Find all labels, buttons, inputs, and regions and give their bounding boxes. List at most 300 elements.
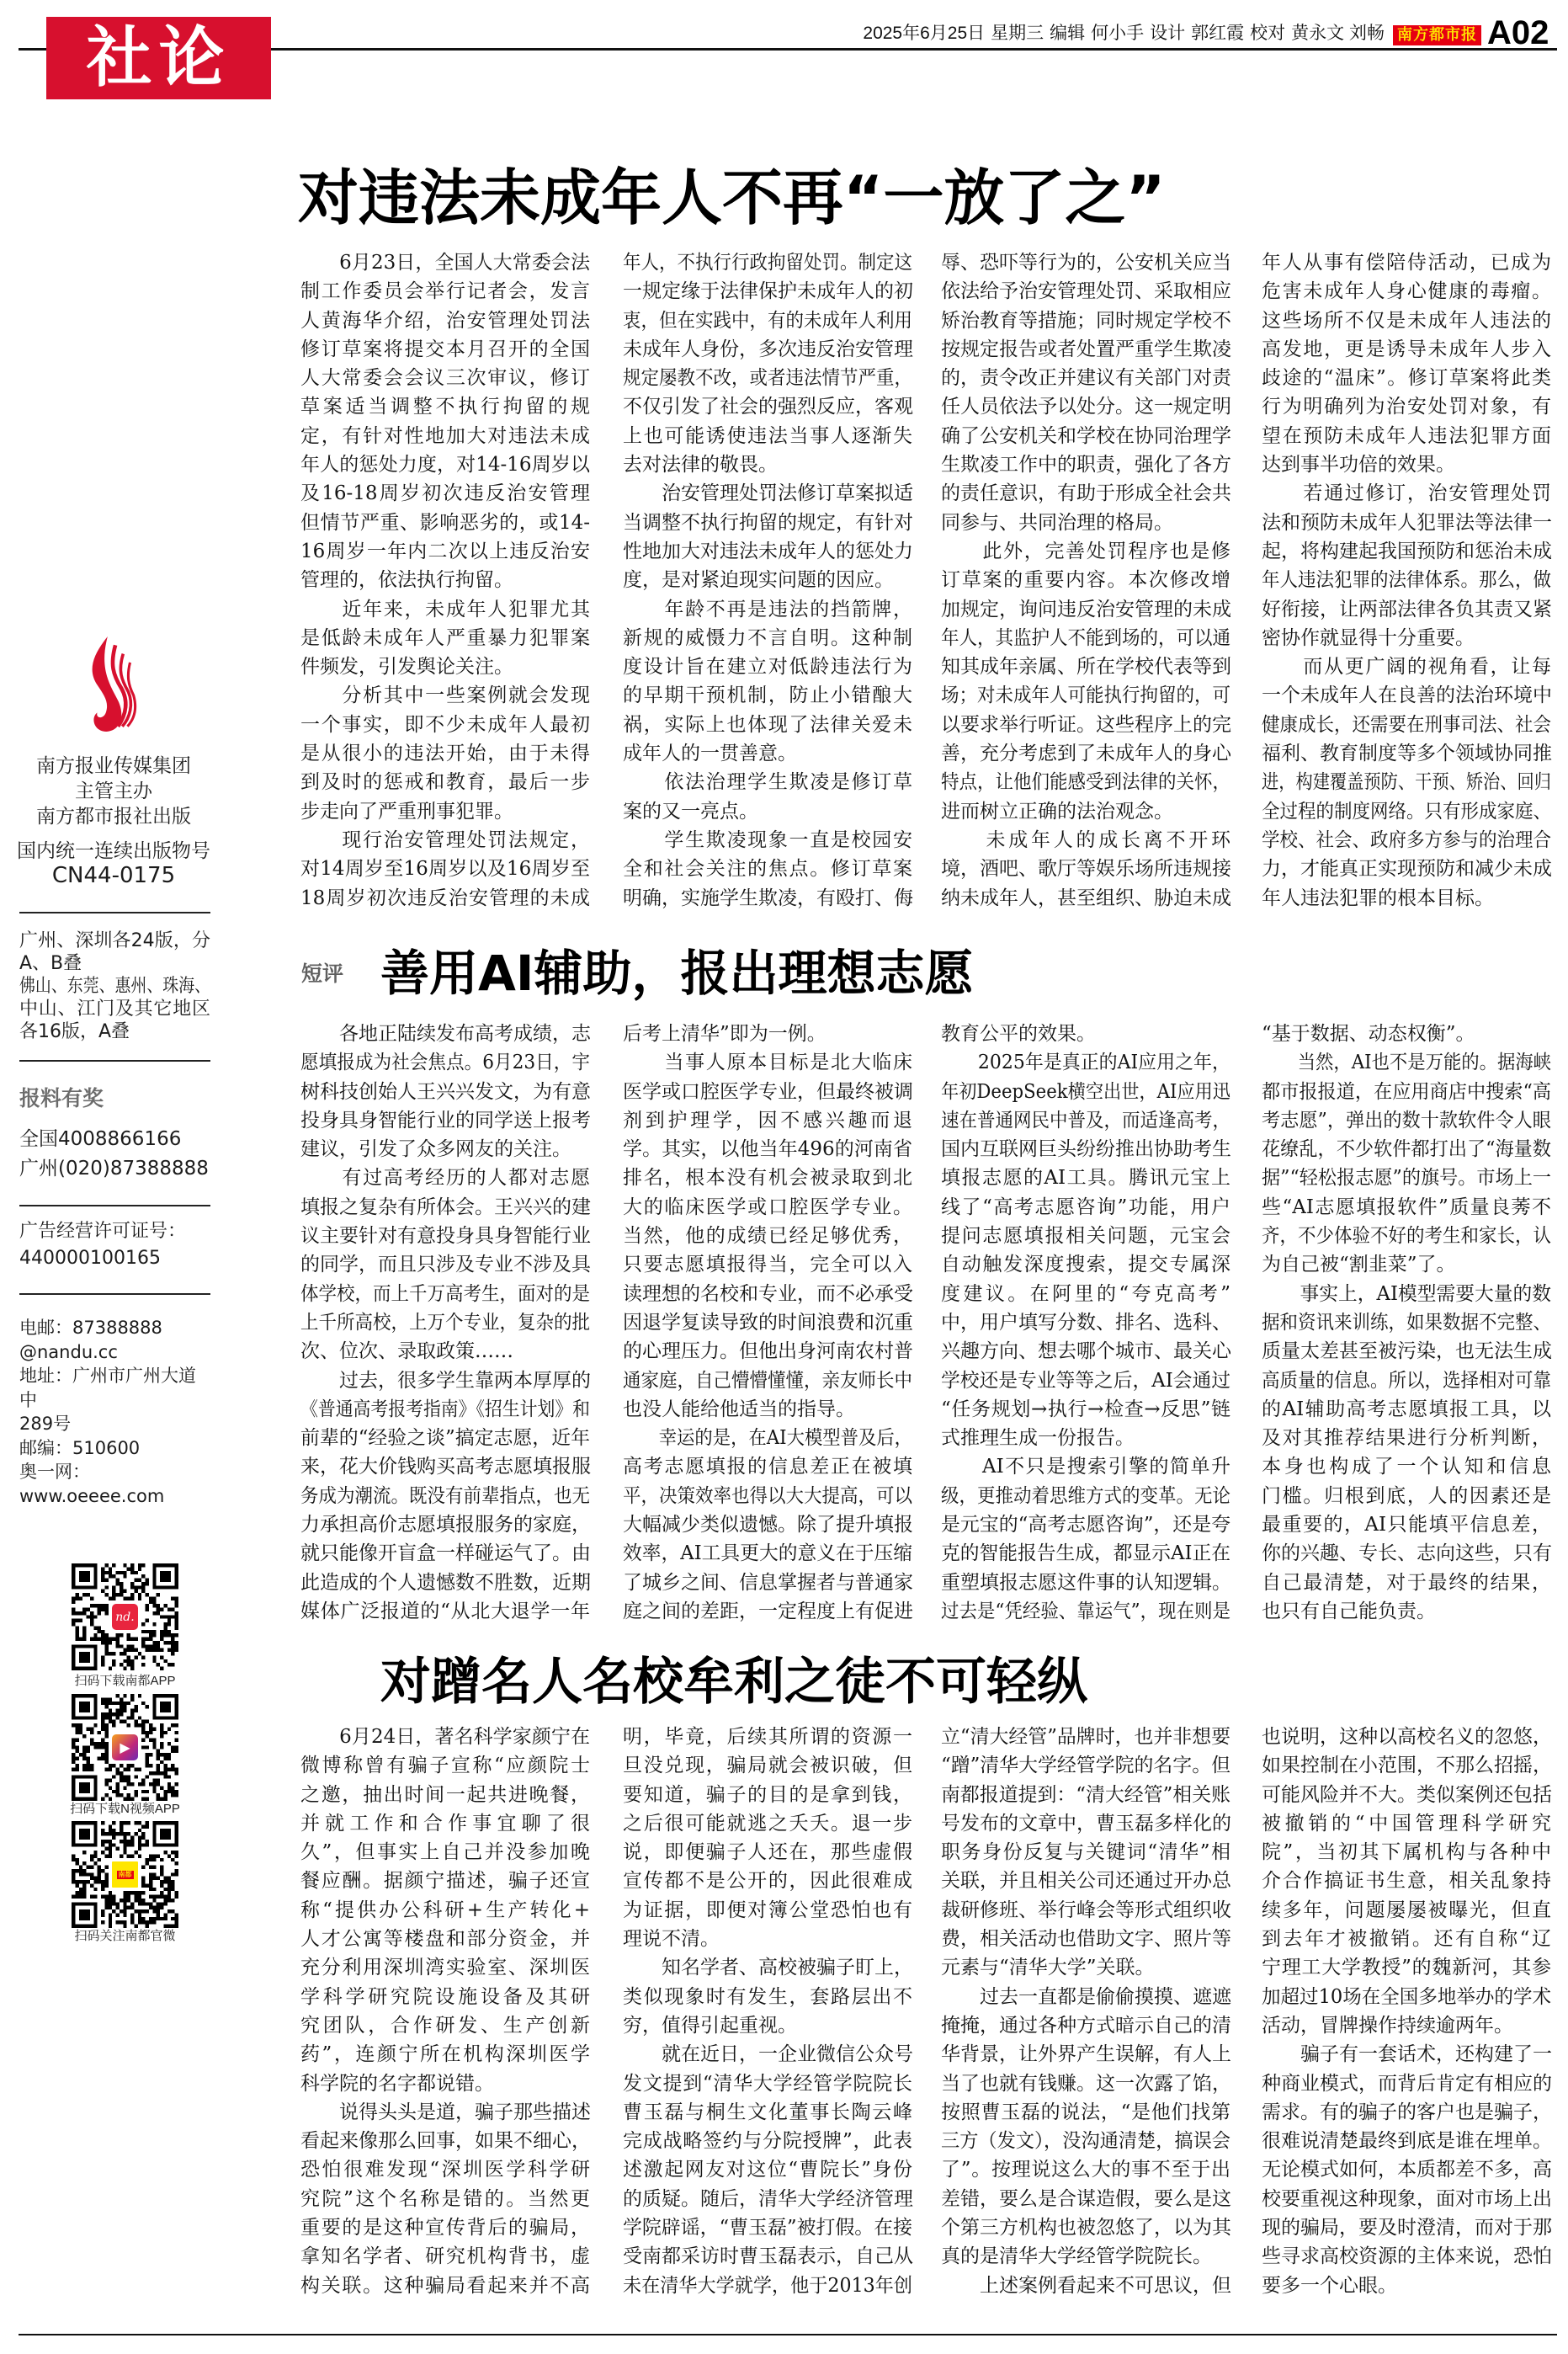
text-line: 按照曹玉磊的说法，“是他们找第 (941, 2101, 1230, 2123)
text-line: 学校、社会、政府多方参与的治理合 (1262, 828, 1552, 851)
text-line: 境，酒吧、歌厅等娱乐场所违规接 (941, 858, 1231, 881)
text-line: 职务身份反复与关键词“清华”相 (941, 1841, 1230, 1864)
nandu-official-account-icon: 南都 (110, 1860, 140, 1889)
text-line: 是从很小的违法开始，由于未得 (300, 743, 590, 765)
text-line: 是低龄未成年人严重暴力犯罪案 (300, 626, 590, 649)
qr-code-nandu-official (72, 1821, 178, 1928)
text-line: 6月24日，著名科学家颜宁在 (300, 1726, 590, 1748)
text-line: 进而树立正确的法治观念。 (941, 800, 1173, 823)
text-line: 南都报道提到：“清大经管”相关账 (941, 1783, 1231, 1806)
edition-line: 中山、江门及其它地区 (19, 999, 210, 1020)
qr-caption: 扫码下载N视频APP (70, 1802, 180, 1816)
text-line: 福利、教育制度等多个领域协同推 (1262, 743, 1552, 765)
text-line: 受南都采访时曹玉磊表示，自己从 (623, 2245, 913, 2268)
text-line: 类似现象时有发生，套路层出不 (623, 1985, 912, 2008)
text-line: 年初DeepSeek横空出世，AI应用迅 (941, 1080, 1231, 1103)
text-line: 分析其中一些案例就会发现 (300, 684, 590, 707)
ad-license-block (19, 1218, 210, 1272)
text-line: 现的骗局，要及时澄清，而对于那 (1262, 2217, 1552, 2239)
text-line: 前辈的“经验之谈”搞定志愿，近年 (300, 1427, 591, 1450)
text-line: 发文提到“清华大学经管学院院长 (623, 2072, 912, 2095)
text-line: 上述案例看起来不可思议，但 (941, 2274, 1231, 2297)
text-line: 2025年是真正的AI应用之年， (941, 1052, 1230, 1074)
text-line: 完成战略签约与分院授牌”，此表 (623, 2130, 912, 2153)
text-line: 行为明确列为治安处罚对象，有 (1262, 396, 1551, 418)
text-line: 克的智能报告生成，都显示AI正在 (941, 1542, 1230, 1565)
text-line: 当然，他的成绩已经足够优秀， (623, 1225, 912, 1248)
article-column (1262, 1723, 1551, 2300)
text-line: 树科技创始人王兴兴发文，为有意 (300, 1080, 591, 1103)
text-line: 来，花大价钱购买高考志愿填报服 (300, 1456, 591, 1478)
hotline-title: 报料有奖 (19, 1086, 104, 1110)
article-column (623, 1020, 912, 1626)
text-line: 曹玉磊与桐生文化董事长陶云峰 (623, 2101, 912, 2123)
text-line: 进，构建覆盖预防、干预、矫治、回归 (1262, 771, 1552, 794)
text-line: 都市报报道，在应用商店中搜索“高 (1262, 1080, 1551, 1103)
text-line: 年人的惩处力度，对14-16周岁以 (300, 454, 590, 477)
text-line: 生欺凌工作中的职责，强化了各方 (941, 454, 1231, 477)
text-line: 去对法律的敬畏。 (623, 454, 778, 477)
editions-block (19, 929, 210, 1043)
text-line: 特点，让他们能感受到法律的关怀， (941, 771, 1231, 794)
text-line: 务成为潮流。既没有前辈指点，也无 (300, 1484, 591, 1507)
text-line: 一个事实，即不少未成年人最初 (300, 713, 590, 736)
text-line: 三方（发文），没沟通清楚，搞误会 (941, 2130, 1230, 2153)
text-line: 建议，引发了众多网友的关注。 (300, 1138, 571, 1161)
text-line: 此造成的个人遗憾数不胜数，近期 (300, 1571, 591, 1594)
text-line: 种商业模式，而背后肯定有相应的 (1262, 2072, 1552, 2095)
text-line: 人黄海华介绍，治安管理处罚法 (300, 309, 590, 332)
serial-block (17, 839, 210, 888)
text-line: 为自己被“割韭菜”了。 (1262, 1254, 1456, 1276)
text-line: 上也可能诱使违法当事人逐渐失 (623, 424, 912, 447)
text-line: 不仅引发了社会的强烈反应，客观 (623, 396, 913, 418)
text-line: 级，更推动着思维方式的变革。无论 (941, 1484, 1231, 1507)
text-line: 治安管理处罚法修订草案拟适 (623, 482, 913, 505)
article-column (941, 248, 1230, 913)
n-video-app-icon: ▶ (110, 1733, 140, 1762)
text-line: 全过程的制度网络。只有形成家庭、 (1262, 800, 1552, 823)
text-line: 校要重视这种现象，面对市场上出 (1262, 2187, 1552, 2210)
qr-code-n-video-app (72, 1694, 178, 1801)
text-line: 的早期干预机制，防止小错酿大 (623, 684, 912, 707)
text-line: 也说明，这种以高校名义的忽悠， (1262, 1726, 1552, 1748)
text-line: 危害未成年人身心健康的毒瘤。 (1262, 280, 1551, 303)
publisher-line: 南方都市报社出版 (36, 806, 191, 828)
text-line: 裁研修班、举行峰会等形式组织收 (941, 1899, 1231, 1921)
text-line: 究团队，合作研发、生产创新 (300, 2014, 590, 2037)
edition-line: A、B叠 (19, 953, 82, 974)
article-column (300, 248, 590, 913)
text-line: 案的又一亮点。 (623, 800, 758, 823)
text-line: 考志愿”，弹出的数十款软件令人眼 (1262, 1109, 1551, 1132)
text-line: 加规定，询问违反治安管理的未成 (941, 598, 1231, 620)
text-line: 同参与、共同治理的格局。 (941, 511, 1173, 534)
text-line: 矫治教育等措施；同时规定学校不 (941, 309, 1231, 332)
text-line: 式推理生成一份报告。 (941, 1427, 1135, 1450)
masthead-logo: 南方都市报 (1393, 25, 1481, 45)
text-line: 药”，连颜宁所在机构深圳医学 (300, 2043, 590, 2066)
edition-line: 各16版，A叠 (19, 1021, 130, 1042)
text-line: 过去一直都是偷偷摸摸、遮遮 (941, 1985, 1231, 2008)
text-line: 年人违法犯罪的根本目标。 (1262, 887, 1494, 909)
text-line: 剂到护理学，因不感兴趣而退 (623, 1109, 912, 1132)
text-line: 性地加大对违法未成年人的惩处力 (623, 540, 913, 562)
text-line: 辱、恐吓等行为的，公安机关应当 (941, 252, 1231, 274)
text-line: 因退学复读导致的时间浪费和沉重 (623, 1311, 913, 1334)
text-line: 善，充分考虑到了未成年人的身心 (941, 743, 1231, 765)
text-line: 学院辟谣，“曹玉磊”被打假。在接 (623, 2217, 913, 2239)
text-line: 的同学，而且只涉及专业不涉及具 (300, 1254, 591, 1276)
sidebar-divider (19, 1293, 210, 1295)
contact-website: www.oeeee.com (19, 1485, 165, 1506)
text-line: 成年人的一贯善意。 (623, 743, 797, 765)
text-line: 兴趣方向、想去哪个城市、最关心 (941, 1340, 1231, 1363)
text-line: 到及时的惩戒和教育，最后一步 (300, 771, 590, 794)
ad-license-label: 广告经营许可证号： (19, 1221, 187, 1242)
sidebar-divider (19, 1205, 210, 1206)
text-line: 是元宝的“高考志愿咨询”，还是夸 (941, 1514, 1231, 1536)
text-line: AI不只是搜索引擎的简单升 (941, 1456, 1230, 1478)
text-line: 上千所高校，上万个专业，复杂的批 (300, 1311, 591, 1334)
text-line: 提问志愿填报相关问题，元宝会 (941, 1225, 1230, 1248)
text-line: 速在普通网民中普及，而适逢高考， (941, 1109, 1231, 1132)
sidebar-divider (19, 912, 210, 913)
text-line: “蹭”清华大学经管学院的名字。但 (941, 1755, 1231, 1777)
text-line: 餐应酬。据颜宁描述，骗子还宣 (300, 1870, 590, 1893)
contact-address: 地址：广州市广州大道中 (19, 1366, 196, 1410)
section-label-box (46, 17, 271, 99)
text-line: 次、位次、录取政策…… (300, 1340, 513, 1363)
text-line: 未成年人身份，多次违反治安管理 (623, 338, 913, 360)
text-line: 制工作委员会举行记者会，发言 (300, 280, 590, 303)
text-line: 明确，实施学生欺凌，有殴打、侮 (623, 887, 913, 909)
text-line: 如果控制在小范围，不那么招摇， (1262, 1755, 1552, 1777)
text-line: 高质量的信息。所以，选择相对可靠 (1262, 1369, 1552, 1392)
text-line: 填报之复杂有所体会。王兴兴的建 (300, 1196, 591, 1218)
serial-number: CN44-0175 (51, 863, 176, 888)
text-line: 当然，AI也不是万能的。据海峡 (1262, 1052, 1552, 1074)
text-line: 说，即便骗子人还在，那些虚假 (623, 1841, 912, 1864)
text-line: 定，有针对性地加大对违法未成 (300, 424, 590, 447)
text-line: 拿知名学者、研究机构背书，虚 (300, 2245, 590, 2268)
text-line: 大的临床医学或口腔医学专业。 (623, 1196, 912, 1218)
text-line: 据和资讯来训练，如果数据不完整、 (1262, 1311, 1552, 1334)
text-line: 宣传都不是公开的，因此很难成 (623, 1870, 912, 1893)
text-line: 好衔接，让两部法律各负其责又紧 (1262, 598, 1552, 620)
text-line: 华背景，让外界产生误解，有人上 (941, 2043, 1231, 2066)
text-line: 近年来，未成年人犯罪尤其 (300, 598, 590, 620)
article-1 (295, 164, 1557, 918)
text-line: 年人违法犯罪的法律体系。那么，做 (1262, 569, 1552, 592)
text-line: 大幅减少类似遗憾。除了提升填报 (623, 1514, 913, 1536)
text-line: 幸运的是，在AI大模型普及后， (623, 1427, 913, 1450)
text-line: 穷，值得引起重视。 (623, 2014, 797, 2037)
text-line: 理说不清。 (623, 1928, 720, 1951)
text-line: 18周岁初次违反治安管理的未成 (300, 887, 590, 909)
text-line: 你的兴趣、专长、志向这些，只有 (1262, 1542, 1552, 1565)
text-line: 就只能像开盲盒一样碰运气了。由 (300, 1542, 591, 1565)
contact-block (19, 1316, 210, 1508)
text-line: 差错，要么是合谋造假，要么是这 (941, 2187, 1231, 2210)
text-line: 新规的威慑力不言自明。这种制 (623, 626, 912, 649)
text-line: 介合作搞证书生意，相关乱象持 (1262, 1870, 1551, 1893)
text-line: 对14周岁至16周岁以及16周岁至 (300, 858, 590, 881)
text-line: 步走向了严重刑事犯罪。 (300, 800, 513, 823)
text-line: 过去是“凭经验、靠运气”，现在则是 (941, 1600, 1230, 1622)
article-column (1262, 248, 1551, 913)
text-line: 质量太差甚至被污染，也无法生成 (1262, 1340, 1552, 1363)
text-line: 平，决策效率也得以大大提高，可以 (623, 1484, 913, 1507)
text-line: 线了“高考志愿咨询”功能，用户 (941, 1196, 1230, 1218)
text-line: 之邀，抽出时间一起共进晚餐， (300, 1783, 590, 1806)
text-line: 并就工作和合作事宜聊了很 (300, 1812, 590, 1835)
proofreader-label: 校对 (1250, 24, 1286, 43)
text-line: 的，责令改正并建议有关部门对责 (941, 367, 1231, 390)
text-line: 度设计旨在建立对低龄违法行为 (623, 656, 912, 679)
page-number: A02 (1487, 14, 1549, 51)
text-line: 了”。按理说这么大的事不至于出 (941, 2159, 1230, 2181)
text-line: 以要求举行听证。这些程序上的完 (941, 713, 1231, 736)
text-line: 通家庭，自己懵懵懂懂，亲友师长中 (623, 1369, 913, 1392)
text-line: 科学院的名字都说错。 (300, 2072, 494, 2095)
qr-caption: 扫码关注南都官微 (74, 1929, 176, 1943)
text-line: 据”“轻松报志愿”的旗号。市场上一 (1262, 1167, 1551, 1190)
text-line: “基于数据、动态权衡”。 (1262, 1023, 1475, 1045)
text-line: 些“AI志愿填报软件”质量良莠不 (1262, 1196, 1551, 1218)
text-line: 起，将构建起我国预防和惩治未成 (1262, 540, 1552, 562)
article-title: 对蹭名人名校牟利之徒不可轻纵 (380, 1653, 1087, 1712)
text-line: 高考志愿填报的信息差正在被填 (623, 1456, 912, 1478)
dateline (857, 22, 1385, 45)
text-line: 依法治理学生欺凌是修订草 (623, 771, 912, 794)
text-line: 愿填报成为社会焦点。6月23日，宇 (300, 1052, 590, 1074)
text-line: 读理想的名校和专业，而不必承受 (623, 1282, 913, 1305)
text-line: 体学校，而上千万高考生，面对的是 (300, 1282, 591, 1305)
text-line: 中，用户填写分数、排名、选科、 (941, 1311, 1231, 1334)
serial-label: 国内统一连续出版物号 (17, 840, 210, 862)
edition-line: 广州、深圳各24版，分 (19, 930, 210, 951)
text-line: 场；对未成年人可能执行拘留的，可 (941, 684, 1231, 707)
text-line: 年人，其监护人不能到场的，可以通 (941, 626, 1231, 649)
text-line: 人大常委会会议三次审议，修订 (300, 367, 590, 390)
text-line: 的心理压力。但他出身河南农村普 (623, 1340, 913, 1363)
text-line: 只要志愿填报得当，完全可以入 (623, 1254, 912, 1276)
text-line: 元素与“清华大学”关联。 (941, 1957, 1155, 1979)
text-line: 祸，实际上也体现了法律关爱未 (623, 713, 912, 736)
text-line: 人才公寓等楼盘和部分资金，并 (300, 1928, 590, 1951)
text-line: 真的是清华大学经管学院院长。 (941, 2245, 1212, 2268)
text-line: 《普通高考报考指南》《招生计划》和 (300, 1398, 591, 1420)
text-line: 各地正陆续发布高考成绩，志 (300, 1023, 591, 1045)
article-column (941, 1723, 1230, 2300)
text-line: 而从更广阔的视角看，让每 (1262, 656, 1551, 679)
article-column (941, 1020, 1230, 1626)
ad-license-number: 440000100165 (19, 1248, 161, 1269)
text-line: 述激起网友对这位“曹院长”身份 (623, 2159, 912, 2181)
article-column (623, 248, 912, 913)
text-line: 当了也就有钱赚。这一次露了馅， (941, 2072, 1231, 2095)
text-line: 要多一个心眼。 (1262, 2274, 1397, 2297)
text-line: 过去，很多学生靠两本厚厚的 (300, 1369, 591, 1392)
text-line: 称“提供办公科研+生产转化+ (300, 1899, 590, 1921)
text-line: 的质疑。随后，清华大学经济管理 (623, 2187, 913, 2210)
text-line: 学。其实，以他当年496的河南省 (623, 1138, 912, 1161)
text-line: 说得头头是道，骗子那些描述 (300, 2101, 591, 2123)
text-line: 后考上清华”即为一例。 (623, 1023, 827, 1045)
text-line: 年人，不执行行政拘留处罚。制定这 (623, 252, 913, 274)
text-line: 医学或口腔医学专业，但最终被调 (623, 1080, 913, 1103)
text-line: 些寻求高校资源的主体来说，恐怕 (1262, 2245, 1552, 2268)
text-line: 一规定缘于法律保护未成年人的初 (623, 280, 913, 303)
text-line: 立“清大经管”品牌时，也并非想要 (941, 1726, 1231, 1748)
text-line: 要知道，骗子的目的是拿到钱， (623, 1783, 912, 1806)
article-kicker: 短评 (301, 961, 344, 986)
text-line: 全和社会关注的焦点。修订草案 (623, 858, 912, 881)
editor-name: 何小手 (1091, 24, 1145, 43)
text-line: 及对其推荐结果进行分析判断， (1262, 1427, 1551, 1450)
text-line: 管理的，依法执行拘留。 (300, 569, 513, 592)
text-line: 也没人能给他适当的指导。 (623, 1398, 855, 1420)
publisher-block (17, 754, 210, 829)
text-line: 密协作就显得十分重要。 (1262, 626, 1475, 649)
text-line: 费，相关活动也借助文字、照片等 (941, 1928, 1231, 1951)
text-line: 此外，完善处罚程序也是修 (941, 540, 1230, 562)
designer-name: 郭红霞 (1191, 24, 1245, 43)
article-column (300, 1020, 590, 1626)
text-line: 确了公安机关和学校在协同治理学 (941, 424, 1231, 447)
text-line: 若通过修订，治安管理处罚 (1262, 482, 1551, 505)
text-line: 按规定报告或者处置严重学生欺凌 (941, 338, 1231, 360)
text-line: 达到事半功倍的效果。 (1262, 454, 1455, 477)
text-line: 门槛。归根到底，人的因素还是 (1262, 1484, 1551, 1507)
text-line: 但情节严重、影响恶劣的，或14- (300, 511, 590, 534)
article-column (623, 1723, 912, 2300)
text-line: 加超过10场在全国多地举办的学术 (1262, 1985, 1552, 2008)
text-line: 明，毕竟，后续其所谓的资源一 (623, 1726, 912, 1748)
text-line: 衷，但在实践中，有的未成年人利用 (623, 309, 913, 332)
text-line: 微博称曾有骗子宣称“应颜院士 (300, 1755, 590, 1777)
text-line: 久”，但事实上自己并没参加晚 (300, 1841, 590, 1864)
article-2 (295, 935, 1557, 1621)
text-line: 力，才能真正实现预防和减少未成 (1262, 858, 1552, 881)
article-column (300, 1723, 590, 2300)
text-line: 续多年，问题屡屡被曝光，但直 (1262, 1899, 1551, 1921)
text-line: 知名学者、高校被骗子盯上， (623, 1957, 913, 1979)
text-line: 草案适当调整不执行拘留的规 (300, 396, 590, 418)
text-line: 法和预防未成年人犯罪法等法律一 (1262, 511, 1552, 534)
text-line: 到去年才被撤销。还有自称“辽 (1262, 1928, 1551, 1951)
issue-date: 2025年6月25日 (863, 24, 986, 43)
publisher-line: 主管主办 (75, 780, 152, 802)
text-line: 之后很可能就逃之夭夭。退一步 (623, 1812, 912, 1835)
text-line: 事实上，AI模型需要大量的数 (1262, 1282, 1551, 1305)
article-title: 对违法未成年人不再“一放了之” (298, 162, 1166, 233)
text-line: 自己最清楚，对于最终的结果， (1262, 1571, 1551, 1594)
text-line: 修订草案将提交本月召开的全国 (300, 338, 590, 360)
text-line: 力承担高价志愿填报服务的家庭， (300, 1514, 591, 1536)
text-line: 自动触发深度搜索，提交专属深 (941, 1254, 1230, 1276)
text-line: 最重要的，AI只能填平信息差， (1262, 1514, 1551, 1536)
text-line: 究院”这个名称是错的。当然更 (300, 2187, 590, 2210)
text-line: 度，是对紧迫现实问题的因应。 (623, 569, 894, 592)
text-line: 恐怕很难发现“深圳医学科学研 (300, 2159, 590, 2181)
hotline-guangzhou: 广州(020)87388888 (19, 1158, 209, 1180)
text-line: 一个未成年人在良善的法治环境中 (1262, 684, 1552, 707)
text-line: 及16-18周岁初次违反治安管理 (300, 482, 590, 505)
text-line: 效率，AI工具更大的意义在于压缩 (623, 1542, 912, 1565)
text-line: 花缭乱，不少软件都打出了“海量数 (1262, 1138, 1551, 1161)
text-line: 订草案的重要内容。本次修改增 (941, 569, 1230, 592)
text-line: 年人从事有偿陪侍活动，已成为 (1262, 252, 1551, 274)
text-line: 被撤销的“中国管理科学研究 (1262, 1812, 1551, 1835)
text-line: 宁理工大学教授”的魏新河，其参 (1262, 1957, 1551, 1979)
text-line: 齐，不少体验不好的考生和家长，认 (1262, 1225, 1552, 1248)
text-line: 有过高考经历的人都对志愿 (300, 1167, 590, 1190)
designer-label: 设计 (1150, 24, 1186, 43)
text-line: 填报志愿的AI工具。腾讯元宝上 (941, 1167, 1230, 1190)
text-line: 未在清华大学就学，他于2013年创 (623, 2274, 912, 2297)
section-label: 社论 (86, 20, 231, 96)
text-line: 16周岁一年内二次以上违反治安 (300, 540, 590, 562)
contact-address-number: 289号 (19, 1414, 72, 1434)
text-line: 国内互联网巨头纷纷推出协助考生 (941, 1138, 1231, 1161)
text-line: 无论模式如何，本质都差不多，高 (1262, 2159, 1552, 2181)
text-line: “任务规划→执行→检查→反思”链 (941, 1398, 1230, 1420)
text-line: 度建议。在阿里的“夸克高考” (941, 1282, 1230, 1305)
text-line: 的责任意识，有助于形成全社会共 (941, 482, 1231, 505)
text-line: 充分利用深圳湾实验室、深圳医 (300, 1957, 590, 1979)
text-line: 依法给予治安管理处罚、采取相应 (941, 280, 1231, 303)
text-line: 院”，当初其下属机构与各种中 (1262, 1841, 1551, 1864)
text-line: 掩掩，通过各种方式暗示自己的清 (941, 2014, 1231, 2037)
text-line: 排名，根本没有机会被录取到北 (623, 1167, 912, 1190)
text-line: 旦没兑现，骗局就会被识破，但 (623, 1755, 912, 1777)
southern-media-flame-logo-icon (87, 635, 139, 734)
text-line: 当事人原本目标是北大临床 (623, 1052, 912, 1074)
text-line: 议主要针对有意投身具身智能行业 (300, 1225, 591, 1248)
text-line: 本身也构成了一个认知和信息 (1262, 1456, 1551, 1478)
text-line: 可能风险并不大。类似案例还包括 (1262, 1783, 1552, 1806)
text-line: 就在近日，一企业微信公众号 (623, 2043, 913, 2066)
edition-line: 佛山、东莞、惠州、珠海、 (19, 976, 211, 997)
text-line: 的AI辅助高考志愿填报工具，以 (1262, 1398, 1551, 1420)
article-title: 善用AI辅助，报出理想志愿 (380, 945, 974, 1002)
text-line: 学校还是专业等等之后，AI会通过 (941, 1369, 1230, 1392)
text-line: 需求。有的骗子的客户也是骗子， (1262, 2101, 1552, 2123)
sidebar-divider (19, 1060, 210, 1062)
text-line: 这些场所不仅是未成年人违法的 (1262, 309, 1551, 332)
text-line: 媒体广泛报道的“从北大退学一年 (300, 1600, 590, 1622)
article-column (1262, 1020, 1551, 1626)
text-line: 很难说清楚最终到底是谁在埋单。 (1262, 2130, 1552, 2153)
text-line: 活动，冒牌操作持续逾两年。 (1262, 2014, 1513, 2037)
page-bottom-rule (19, 2334, 1557, 2335)
qr-caption: 扫码下载南都APP (74, 1674, 176, 1688)
text-line: 当调整不执行拘留的规定，有针对 (623, 511, 913, 534)
text-line: 骗子有一套话术，还构建了一 (1262, 2043, 1552, 2066)
editor-label: 编辑 (1050, 24, 1086, 43)
text-line: 纳未成年人，甚至组织、胁迫未成 (941, 887, 1231, 909)
publisher-line: 南方报业传媒集团 (36, 755, 191, 777)
text-line: 重塑填报志愿这件事的认知逻辑。 (941, 1571, 1231, 1594)
contact-postcode: 邮编：510600 (19, 1437, 141, 1458)
text-line: 投身具身智能行业的同学送上报考 (300, 1109, 591, 1132)
text-line: 看起来像那么回事，如果不细心， (300, 2130, 591, 2153)
text-line: 学科学研究院设施设备及其研 (300, 1985, 590, 2008)
proofreader-names: 黄永文 刘畅 (1291, 24, 1385, 43)
text-line: 年龄不再是违法的挡箭牌， (623, 598, 912, 620)
